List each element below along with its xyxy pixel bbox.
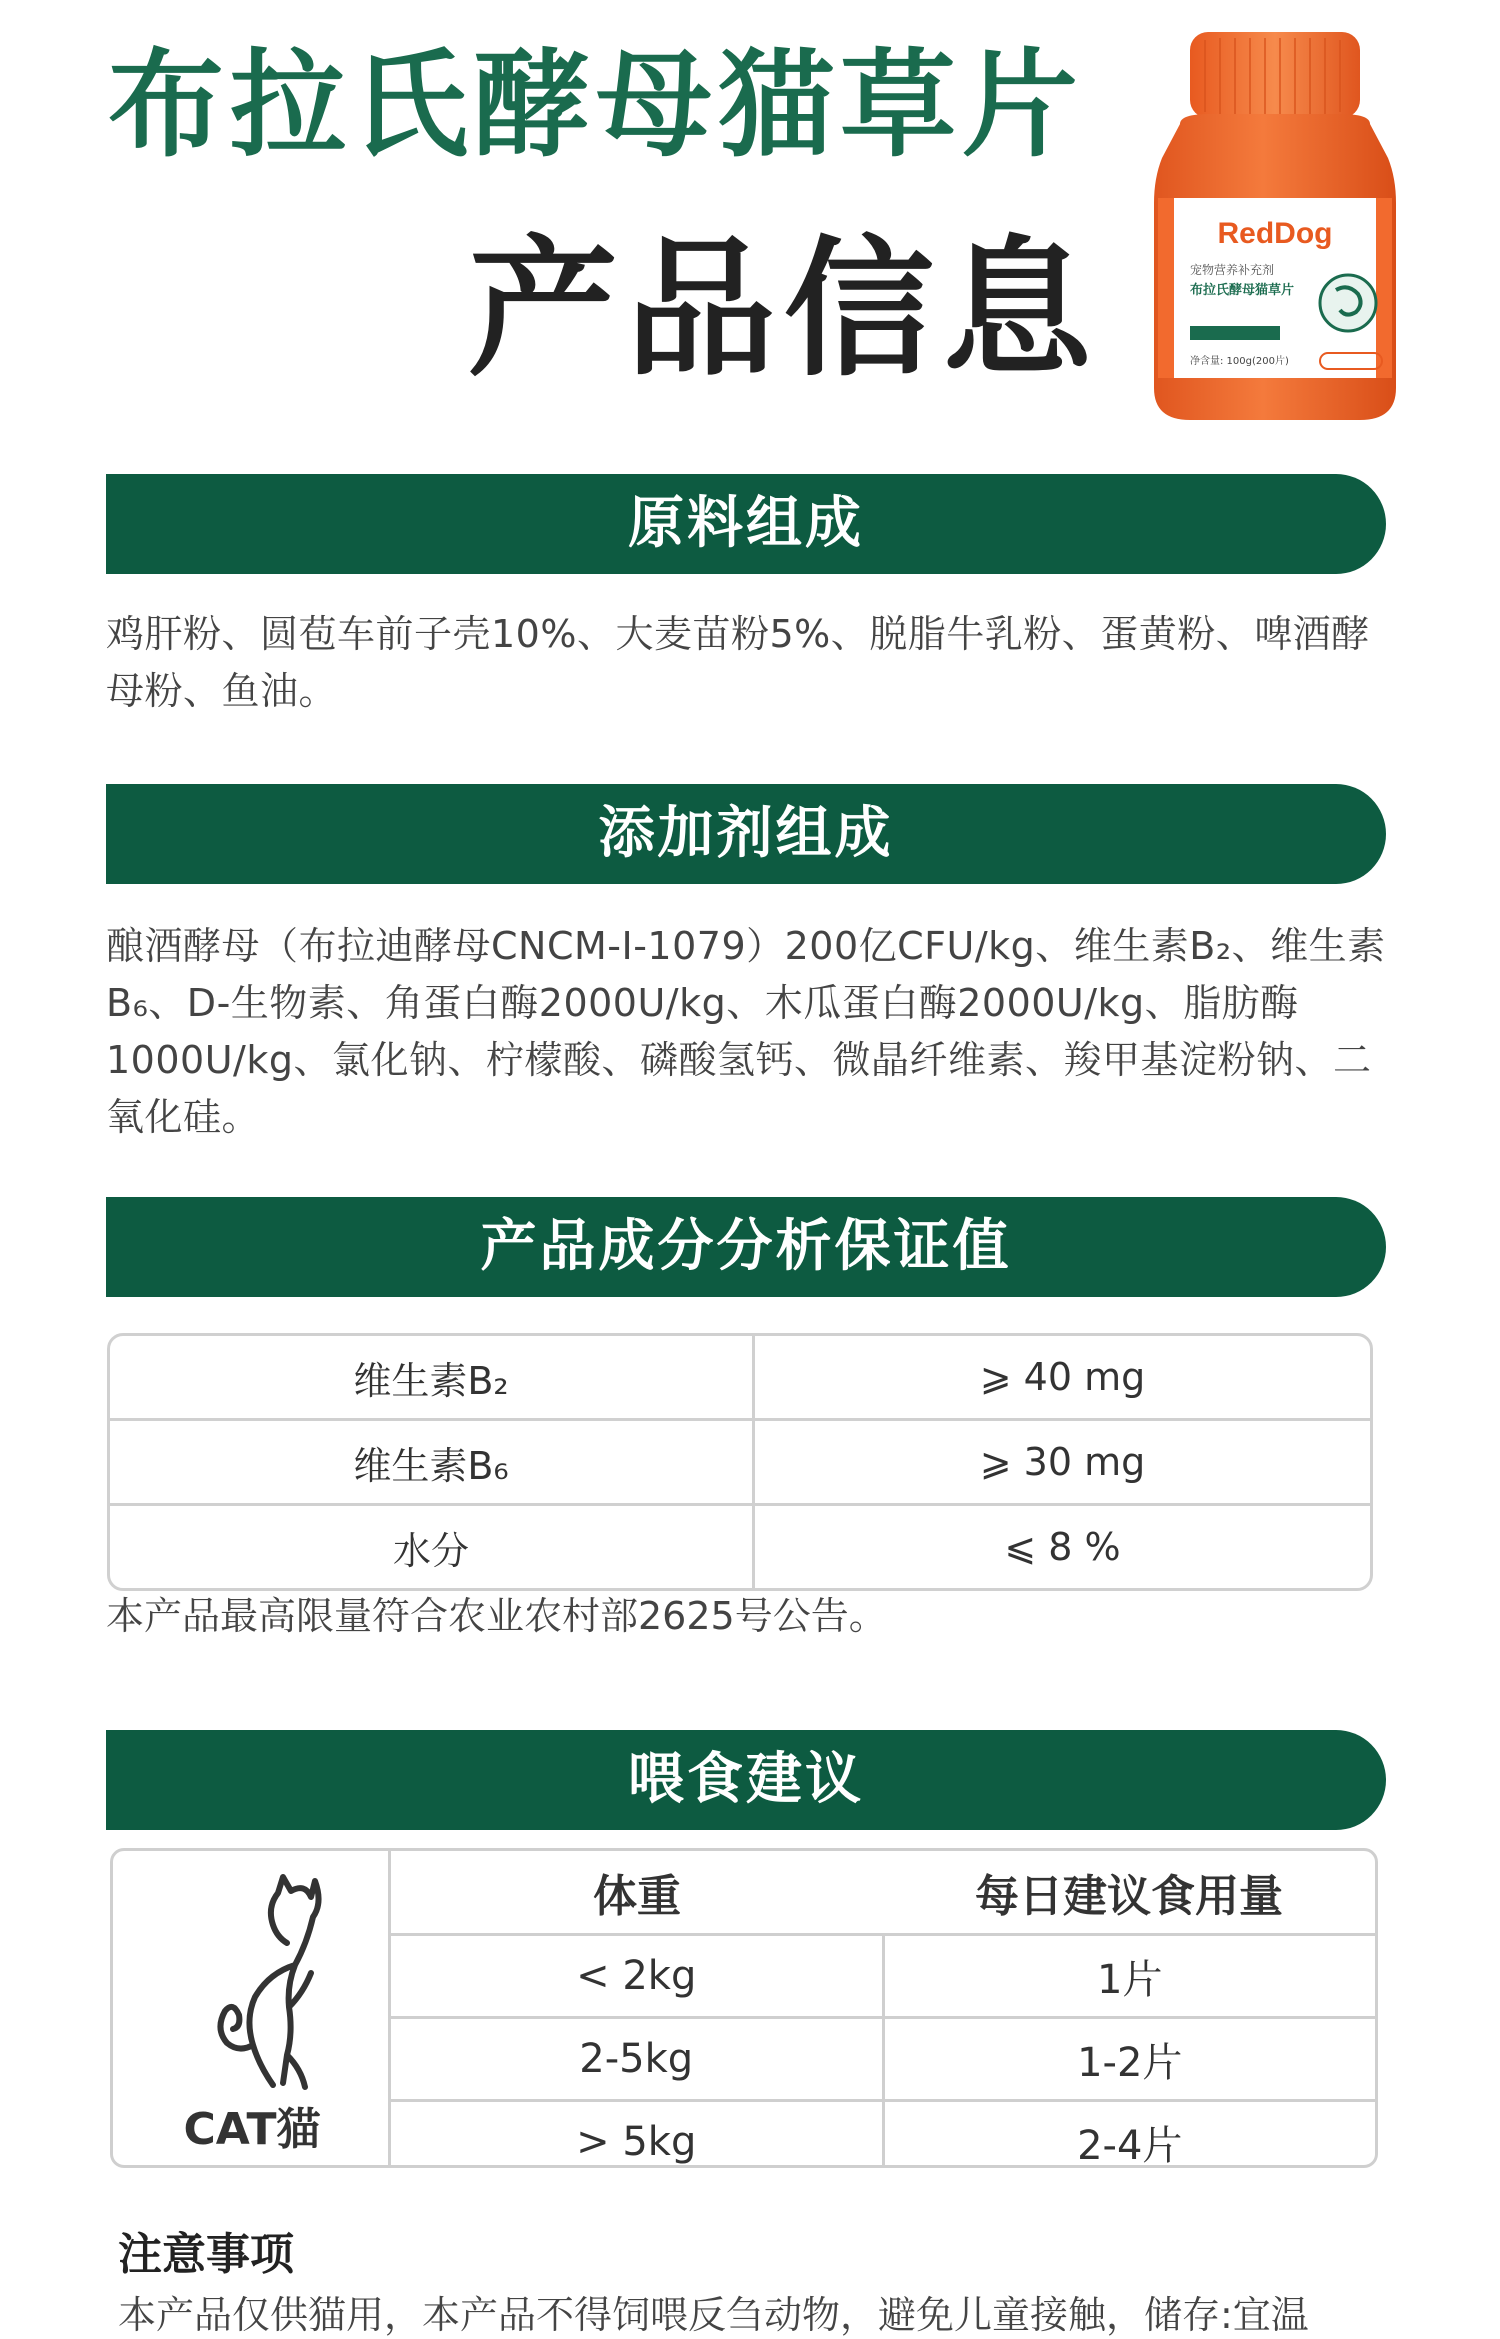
banner-feeding: 喂食建议	[106, 1730, 1386, 1830]
guarantee-item: 水分	[110, 1506, 755, 1588]
table-row	[110, 1421, 1370, 1506]
guarantee-value: ⩾ 30 mg	[755, 1421, 1370, 1506]
bottle-brand-text: RedDog	[1217, 217, 1333, 250]
table-row	[110, 1336, 1370, 1421]
raw-materials-text: 鸡肝粉、圆苞车前子壳10%、大麦苗粉5%、脱脂牛乳粉、蛋黄粉、啤酒酵母粉、鱼油。	[106, 612, 1370, 713]
amount-cell: 1-2片	[883, 2018, 1375, 2101]
column-header-amount: 每日建议食用量	[883, 1851, 1375, 1935]
amount-cell: 1片	[883, 1935, 1375, 2018]
additives-text: 酿酒酵母（布拉迪酵母CNCM-I-1079）200亿CFU/kg、维生素B₂、维生素B₆、D-生物素、角蛋白酶2000U/kg、木瓜蛋白酶2000U/kg、脂肪酶1000U/kg、氯化钠、柠檬酸、磷酸氢钙、微晶纤维素、羧甲基淀粉钠、二氧化硅。	[106, 924, 1386, 1139]
guarantee-value: ⩽ 8 %	[1004, 1525, 1121, 1569]
cat-icon	[183, 1873, 343, 2093]
weight-cell: < 2kg	[391, 1935, 883, 2018]
banner-raw-materials: 原料组成	[106, 474, 1386, 574]
cat-label: CAT猫	[183, 2104, 321, 2155]
column-header-weight: 体重	[391, 1851, 883, 1935]
guarantee-item: 维生素B₆	[110, 1421, 755, 1506]
feeding-table	[110, 1848, 1378, 2168]
banner-guarantee: 产品成分分析保证值	[106, 1197, 1386, 1297]
guarantee-table	[107, 1333, 1373, 1591]
guarantee-note: 本产品最高限量符合农业农村部2625号公告。	[106, 1594, 887, 1638]
table-row	[391, 1935, 1375, 2018]
caution-heading: 注意事项	[118, 2229, 294, 2280]
table-row	[391, 2101, 1375, 2169]
caution-text: 本产品仅供猫用，本产品不得饲喂反刍动物，避免儿童接触，储存:宜温	[118, 2293, 1309, 2337]
bottle-net-content: 净含量: 100g(200片)	[1190, 356, 1289, 367]
guarantee-value: ⩾ 40 mg	[755, 1336, 1370, 1421]
table-header-row	[391, 1851, 1375, 1935]
table-row	[391, 2018, 1375, 2101]
guarantee-item: 维生素B₂	[110, 1336, 755, 1421]
banner-additives: 添加剂组成	[106, 784, 1386, 884]
amount-cell: 2-4片	[1077, 2122, 1183, 2168]
page-subtitle: 产品信息	[468, 223, 1101, 397]
cat-cell	[113, 1851, 391, 2165]
product-bottle-image	[1150, 28, 1400, 428]
weight-cell: 2-5kg	[391, 2018, 883, 2101]
bottle-cap	[1190, 32, 1360, 118]
bottle-name-text: 布拉氏酵母猫草片	[1190, 283, 1295, 298]
feeding-grid	[391, 1851, 1375, 2168]
table-row	[110, 1506, 1370, 1588]
weight-cell: > 5kg	[391, 2101, 883, 2169]
page-title: 布拉氏酵母猫草片	[108, 38, 1084, 173]
bottle-category-text: 宠物营养补充剂	[1190, 263, 1275, 277]
